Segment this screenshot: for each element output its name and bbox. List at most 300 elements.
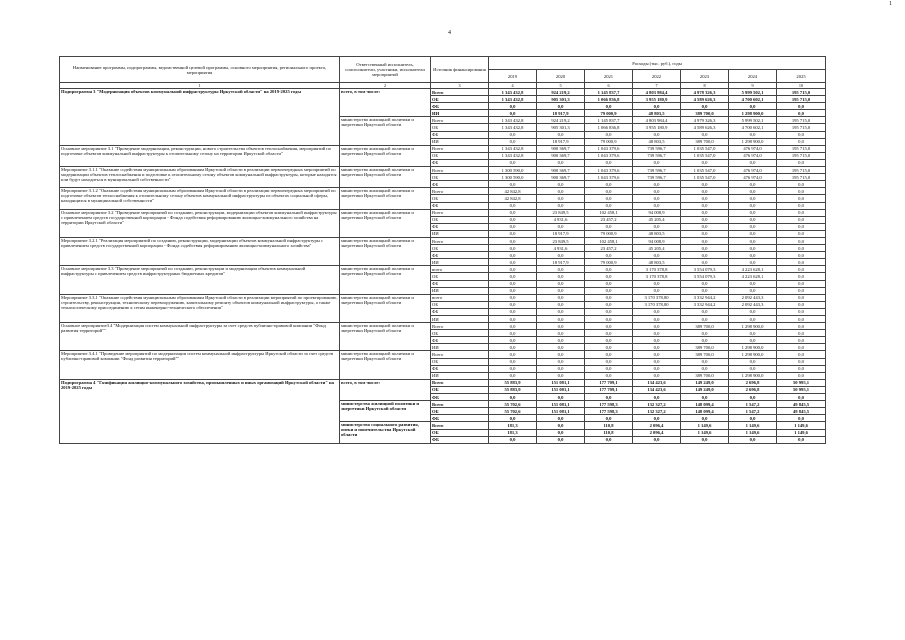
- expense-value: 0,0: [633, 280, 681, 287]
- expense-value: 0,0: [537, 330, 585, 337]
- header-year: 2022: [633, 70, 681, 83]
- expense-value: 0,0: [729, 316, 777, 323]
- expense-value: 0,0: [489, 436, 537, 443]
- expense-value: 0,0: [489, 344, 537, 351]
- expense-value: 177 709,1: [585, 379, 633, 386]
- expense-value: 18 917,9: [537, 110, 585, 117]
- expense-value: 924 219,2: [537, 89, 585, 96]
- expense-value: 0,0: [585, 316, 633, 323]
- column-number: 1: [60, 83, 340, 89]
- expenses-table: [59, 56, 826, 444]
- expense-value: 55 883,9: [489, 386, 537, 393]
- expense-value: 0,0: [729, 358, 777, 365]
- expense-value: 1 343 432,8: [489, 96, 537, 103]
- expense-value: 0,0: [633, 287, 681, 294]
- expense-value: 1 035 547,0: [681, 145, 729, 152]
- expense-value: 0,0: [537, 337, 585, 344]
- funding-source: ФБ: [431, 181, 489, 188]
- expense-value: 1 343 432,8: [489, 152, 537, 159]
- program-name: Мероприятие 3.3.1 "Оказание содействия муниципальным образованиям Иркутской области в реализации мероприятий по проектированию, строительству, реконструкции, техническому перевооружению, капитальному ремонту объектов коммунальной инфраструктуры, а также технологическому присоединению к сетям инженерно-технического обеспечения": [60, 294, 340, 322]
- expense-value: 0,0: [489, 131, 537, 138]
- funding-source: ФБ: [431, 223, 489, 230]
- funding-source: Всего: [431, 209, 489, 216]
- expense-value: 0,0: [681, 223, 729, 230]
- expense-value: 49 845,5: [777, 408, 826, 415]
- funding-source: ФБ: [431, 252, 489, 259]
- expense-value: 1 149,6: [777, 429, 826, 436]
- expense-value: 905 301,3: [537, 124, 585, 131]
- expense-value: 0,0: [729, 252, 777, 259]
- executor: министерство жилищной политики и энергетики Иркутской области: [340, 117, 431, 145]
- expense-value: 0,0: [729, 394, 777, 401]
- funding-source: ОБ: [431, 273, 489, 280]
- expense-value: 0,0: [777, 358, 826, 365]
- expense-value: 0,0: [681, 259, 729, 266]
- expense-value: 476 974,0: [729, 167, 777, 174]
- expense-value: 0,0: [537, 223, 585, 230]
- expense-value: 0,0: [681, 394, 729, 401]
- expense-value: 0,0: [489, 273, 537, 280]
- expense-value: 1 300 590,0: [489, 174, 537, 181]
- expense-value: 0,0: [777, 436, 826, 443]
- expense-value: 739 596,7: [633, 174, 681, 181]
- expense-value: 5 999 502,1: [729, 89, 777, 96]
- expense-value: 1 547,2: [729, 401, 777, 408]
- table-row: [60, 294, 826, 301]
- column-number: 2: [340, 83, 431, 89]
- executor: министерство жилищной политики и энергетики Иркутской области: [340, 294, 431, 322]
- funding-source: ФБ: [431, 365, 489, 372]
- expense-value: 181,3: [489, 429, 537, 436]
- expense-value: 0,0: [681, 131, 729, 138]
- expense-value: 0,0: [585, 287, 633, 294]
- funding-source: всего: [431, 294, 489, 301]
- expense-value: 0,0: [537, 351, 585, 358]
- expense-value: 0,0: [537, 422, 585, 429]
- expense-value: 0,0: [489, 365, 537, 372]
- executor: министерство жилищной политики и энергетики Иркутской области: [340, 237, 431, 265]
- expense-value: 0,0: [537, 301, 585, 308]
- expense-value: 0,0: [489, 202, 537, 209]
- funding-source: Всего: [431, 379, 489, 386]
- expense-value: 149 249,0: [681, 386, 729, 393]
- expense-value: 0,0: [681, 245, 729, 252]
- expense-value: 0,0: [489, 259, 537, 266]
- expense-value: 0,0: [537, 372, 585, 379]
- expense-value: 48 803,5: [633, 138, 681, 145]
- funding-source: ОБ: [431, 358, 489, 365]
- expense-value: 3 332 944,2: [681, 294, 729, 301]
- expense-value: 0,0: [489, 110, 537, 117]
- expense-value: 0,0: [777, 287, 826, 294]
- expense-value: 0,0: [729, 159, 777, 166]
- table-row: [60, 209, 826, 216]
- expense-value: 0,0: [729, 209, 777, 216]
- funding-source: всего: [431, 266, 489, 273]
- expense-value: 55 883,9: [489, 379, 537, 386]
- expense-value: 0,0: [537, 436, 585, 443]
- expense-value: 0,0: [777, 266, 826, 273]
- expense-value: 0,0: [777, 259, 826, 266]
- expense-value: 0,0: [537, 294, 585, 301]
- executor: министерство жилищной политики и энергетики Иркутской области: [340, 323, 431, 351]
- expense-value: 0,0: [729, 337, 777, 344]
- expense-value: 0,0: [777, 280, 826, 287]
- column-number: 9: [729, 83, 777, 89]
- expense-value: 905 301,3: [537, 96, 585, 103]
- expense-value: 0,0: [489, 138, 537, 145]
- expense-value: 0,0: [489, 287, 537, 294]
- expense-value: 0,0: [537, 415, 585, 422]
- expense-value: 0,0: [777, 202, 826, 209]
- expense-value: 739 596,7: [633, 152, 681, 159]
- funding-source: ИИ: [431, 230, 489, 237]
- expense-value: 4 803 984,4: [633, 117, 681, 124]
- expense-value: 49 845,5: [777, 401, 826, 408]
- expense-value: 0,0: [777, 209, 826, 216]
- expense-value: 1 145 837,7: [585, 89, 633, 96]
- expense-value: 900 369,7: [537, 167, 585, 174]
- expense-value: 23 457,2: [585, 245, 633, 252]
- expense-value: 3 554 079,3: [681, 273, 729, 280]
- expense-value: 4 803 984,4: [633, 89, 681, 96]
- expense-value: 0,0: [777, 330, 826, 337]
- expense-value: 0,0: [681, 330, 729, 337]
- expense-value: 0,0: [681, 415, 729, 422]
- expense-value: 2 096,4: [633, 422, 681, 429]
- expense-value: 0,0: [681, 216, 729, 223]
- expense-value: 739 596,7: [633, 167, 681, 174]
- expense-value: 0,0: [681, 358, 729, 365]
- expense-value: 0,0: [537, 188, 585, 195]
- expense-value: 0,0: [633, 436, 681, 443]
- page-number: 4: [448, 30, 451, 36]
- expense-value: 0,0: [777, 237, 826, 244]
- expense-value: 0,0: [585, 365, 633, 372]
- funding-source: ФБ: [431, 394, 489, 401]
- funding-source: ФБ: [431, 103, 489, 110]
- expense-value: 0,0: [633, 308, 681, 315]
- expense-value: 195 715,0: [777, 96, 826, 103]
- funding-source: ФБ: [431, 131, 489, 138]
- expense-value: 0,0: [585, 372, 633, 379]
- expense-value: 23 849,5: [537, 237, 585, 244]
- expense-value: 1 035 547,0: [681, 152, 729, 159]
- expense-value: 0,0: [537, 131, 585, 138]
- funding-source: Всего: [431, 237, 489, 244]
- expense-value: 0,0: [633, 188, 681, 195]
- expense-value: 0,0: [585, 223, 633, 230]
- funding-source: ФБ: [431, 415, 489, 422]
- expense-value: 0,0: [777, 159, 826, 166]
- expense-value: 0,0: [777, 223, 826, 230]
- header-year: 2020: [537, 70, 585, 83]
- expense-value: 4 979 326,3: [681, 117, 729, 124]
- program-name: Основное мероприятие3.4 "Модернизация систем коммунальной инфраструктуры за счет средств публично-правовой компании "Фонд развития территорий"": [60, 323, 340, 351]
- expense-value: 0,0: [729, 436, 777, 443]
- expense-value: 0,0: [777, 131, 826, 138]
- expense-value: 389 700,0: [681, 138, 729, 145]
- expense-value: 0,0: [585, 273, 633, 280]
- expense-value: 0,0: [777, 103, 826, 110]
- corner-mark: 1: [889, 1, 892, 7]
- header-executor: Ответственный исполнитель, соисполнители, участники, исполнители мероприятий: [340, 57, 431, 83]
- program-name: Мероприятие 3.1.1 "Оказание содействия муниципальным образованиям Иркутской области в реализации первоочередных мероприятий по модернизации объектов теплоснабжения и подготовке к отопительному сезону объектов коммунальной инфраструктуры, которые находятся или будут находиться в муниципальной собственности": [60, 167, 340, 188]
- funding-source: ИИ: [431, 344, 489, 351]
- expense-value: 0,0: [585, 159, 633, 166]
- executor: министерство социального развития, опеки и попечительства Иркутской области: [340, 422, 431, 443]
- expense-value: 0,0: [537, 266, 585, 273]
- expense-value: 0,0: [537, 429, 585, 436]
- funding-source: ИИ: [431, 138, 489, 145]
- expense-value: 0,0: [489, 394, 537, 401]
- expense-value: 0,0: [489, 330, 537, 337]
- expense-value: 151 081,1: [537, 379, 585, 386]
- expense-value: 0,0: [681, 308, 729, 315]
- expense-value: 151 081,1: [537, 408, 585, 415]
- expense-value: 102 458,1: [585, 209, 633, 216]
- expense-value: 0,0: [537, 287, 585, 294]
- expense-value: 1 298 900,0: [729, 351, 777, 358]
- expense-value: 0,0: [537, 273, 585, 280]
- expense-value: 0,0: [585, 330, 633, 337]
- column-number: 8: [681, 83, 729, 89]
- executor: министерство жилищной политики и энергетики Иркутской области: [340, 401, 431, 422]
- expense-value: 102 458,1: [585, 237, 633, 244]
- expense-value: 2 092 443,3: [729, 301, 777, 308]
- executor: министерство жилищной политики и энергетики Иркутской области: [340, 145, 431, 166]
- expense-value: 0,0: [633, 159, 681, 166]
- expense-value: 0,0: [585, 323, 633, 330]
- expense-value: 0,0: [585, 436, 633, 443]
- expense-value: 0,0: [585, 344, 633, 351]
- expense-value: 0,0: [585, 103, 633, 110]
- expense-value: 1 145 837,7: [585, 117, 633, 124]
- expense-value: 0,0: [537, 252, 585, 259]
- expense-value: 0,0: [681, 181, 729, 188]
- program-name: Подпрограмма 4 "Газификация жилищно-коммунального хозяйства, промышленных и иных организаций Иркутской области" на 2019-2025 годы: [60, 379, 340, 443]
- expense-value: 1 149,6: [729, 422, 777, 429]
- expense-value: 4 589 626,3: [681, 124, 729, 131]
- expense-value: 79 000,9: [585, 259, 633, 266]
- expense-value: 0,0: [729, 245, 777, 252]
- funding-source: ИИ: [431, 110, 489, 117]
- expense-value: 0,0: [777, 415, 826, 422]
- expense-value: 0,0: [633, 358, 681, 365]
- funding-source: Всего: [431, 188, 489, 195]
- expense-value: 0,0: [729, 237, 777, 244]
- expense-value: 0,0: [729, 259, 777, 266]
- expense-value: 0,0: [489, 294, 537, 301]
- expense-value: 55 702,6: [489, 401, 537, 408]
- expense-value: 50 995,1: [777, 379, 826, 386]
- expense-value: 45 205,4: [633, 216, 681, 223]
- expense-value: 195 715,0: [777, 89, 826, 96]
- header-name: Наименование программы, подпрограммы, ведомственной целевой программы, основного мероприятия, регионального проекта, мероприятия: [60, 57, 340, 83]
- expense-value: 0,0: [585, 394, 633, 401]
- expense-value: 0,0: [489, 209, 537, 216]
- expense-value: 389 700,0: [681, 323, 729, 330]
- program-name: Мероприятие 3.1.2 "Оказание содействия муниципальным образованиям Иркутской области в реализации первоочередных мероприятий по подготовке объектов теплоснабжения к отопительному сезону объектов коммунальной инфраструктуры из объектах социальной сферы, находящихся в муниципальной собственности": [60, 188, 340, 209]
- expense-value: 3 170 378,8: [633, 266, 681, 273]
- expense-value: 1 043 379,6: [585, 174, 633, 181]
- expense-value: 0,0: [729, 365, 777, 372]
- expense-value: 1 035 547,0: [681, 174, 729, 181]
- expense-value: 0,0: [585, 337, 633, 344]
- expense-value: 3 170 378,8: [633, 273, 681, 280]
- expense-value: 0,0: [633, 131, 681, 138]
- expense-value: 0,0: [777, 365, 826, 372]
- expense-value: 0,0: [489, 323, 537, 330]
- expense-value: 0,0: [777, 301, 826, 308]
- expense-value: 2 696,8: [729, 379, 777, 386]
- expense-value: 148 099,4: [681, 408, 729, 415]
- expense-value: 1 343 432,8: [489, 145, 537, 152]
- executor: всего, в том числе:: [340, 379, 431, 400]
- expense-value: 0,0: [585, 308, 633, 315]
- expense-value: 389 700,0: [681, 351, 729, 358]
- expense-value: 0,0: [729, 415, 777, 422]
- funding-source: Всего: [431, 323, 489, 330]
- funding-source: ОБ: [431, 174, 489, 181]
- expense-value: 151 081,1: [537, 401, 585, 408]
- expense-value: 0,0: [777, 245, 826, 252]
- expense-value: 0,0: [585, 188, 633, 195]
- expense-value: 132 327,2: [633, 401, 681, 408]
- expense-value: 0,0: [729, 287, 777, 294]
- expense-value: 4 589 626,3: [681, 96, 729, 103]
- funding-source: ОБ: [431, 408, 489, 415]
- expense-value: 1 149,6: [777, 422, 826, 429]
- funding-source: ФБ: [431, 308, 489, 315]
- expense-value: 0,0: [633, 415, 681, 422]
- expense-value: 2 096,4: [633, 429, 681, 436]
- expense-value: 0,0: [489, 103, 537, 110]
- expense-value: 1 035 547,0: [681, 167, 729, 174]
- expense-value: 0,0: [585, 280, 633, 287]
- expense-value: 0,0: [537, 181, 585, 188]
- funding-source: ОБ: [431, 330, 489, 337]
- expense-value: 195 715,0: [777, 145, 826, 152]
- expense-value: 476 974,0: [729, 174, 777, 181]
- expense-value: 79 000,9: [585, 230, 633, 237]
- expense-value: 4 931,6: [537, 245, 585, 252]
- expense-value: 0,0: [537, 316, 585, 323]
- expense-value: 1 298 900,0: [729, 110, 777, 117]
- expense-value: 0,0: [681, 337, 729, 344]
- expense-value: 177 598,3: [585, 408, 633, 415]
- expense-value: 79 000,9: [585, 138, 633, 145]
- expense-value: 0,0: [633, 323, 681, 330]
- expense-value: 0,0: [633, 103, 681, 110]
- expense-value: 0,0: [633, 344, 681, 351]
- expense-value: 1 343 432,8: [489, 89, 537, 96]
- column-number: 7: [633, 83, 681, 89]
- expense-value: 0,0: [489, 245, 537, 252]
- expense-value: 3 170 378,80: [633, 301, 681, 308]
- expense-value: 0,0: [489, 358, 537, 365]
- expense-value: 476 974,0: [729, 152, 777, 159]
- expense-value: 0,0: [585, 301, 633, 308]
- expense-value: 94 008,9: [633, 209, 681, 216]
- expense-value: 0,0: [777, 181, 826, 188]
- expense-value: 0,0: [537, 323, 585, 330]
- expense-value: 0,0: [729, 230, 777, 237]
- expense-value: 18 917,9: [537, 230, 585, 237]
- expense-value: 151 081,1: [537, 386, 585, 393]
- column-number: 10: [777, 83, 826, 89]
- funding-source: Всего: [431, 117, 489, 124]
- funding-source: Всего: [431, 167, 489, 174]
- expense-value: 79 000,9: [585, 110, 633, 117]
- expense-value: 0,0: [681, 287, 729, 294]
- expense-value: 0,0: [489, 266, 537, 273]
- expense-value: 1 149,6: [681, 429, 729, 436]
- expense-value: 0,0: [633, 202, 681, 209]
- expense-value: 0,0: [585, 294, 633, 301]
- expense-value: 1 298 900,0: [729, 344, 777, 351]
- expense-value: 0,0: [489, 337, 537, 344]
- expense-value: 0,0: [537, 103, 585, 110]
- expense-value: 3 955 180,9: [633, 124, 681, 131]
- program-name: Основное мероприятие 3.1 "Проведение модернизации, реконструкции, нового строительства объектов теплоснабжения, мероприятий по подготовке объектов коммунальной инфраструктуры к отопительному сезону на территории Иркутской области": [60, 145, 340, 166]
- funding-source: Всего: [431, 422, 489, 429]
- expense-value: 1 298 900,0: [729, 138, 777, 145]
- expense-value: 195 715,0: [777, 117, 826, 124]
- expense-value: 0,0: [585, 195, 633, 202]
- expense-value: 0,0: [489, 181, 537, 188]
- expense-value: 134 423,6: [633, 379, 681, 386]
- expense-value: 0,0: [633, 351, 681, 358]
- funding-source: ИИ: [431, 372, 489, 379]
- expense-value: 3 955 180,9: [633, 96, 681, 103]
- expense-value: 110,8: [585, 422, 633, 429]
- expense-value: 0,0: [777, 216, 826, 223]
- expense-value: 4 700 602,1: [729, 96, 777, 103]
- program-name: Основное мероприятие 3.3 "Проведение мероприятий по созданию, реконструкции и модернизации объектов коммунальной инфраструктуры с привлечением средств инфраструктурных бюджетных кредитов": [60, 266, 340, 294]
- executor: министерство жилищной политики и энергетики Иркутской области: [340, 209, 431, 237]
- expense-value: 0,0: [729, 280, 777, 287]
- expense-value: 0,0: [681, 188, 729, 195]
- expense-value: 0,0: [681, 202, 729, 209]
- expense-value: 389 700,0: [681, 344, 729, 351]
- expense-value: 900 369,7: [537, 145, 585, 152]
- column-number: 3: [431, 83, 489, 89]
- expense-value: 0,0: [777, 351, 826, 358]
- table-row: [60, 89, 826, 96]
- header-source: Источник финансирования: [431, 57, 489, 83]
- expense-value: 924 219,2: [537, 117, 585, 124]
- expense-value: 0,0: [729, 131, 777, 138]
- expense-value: 0,0: [777, 344, 826, 351]
- expense-value: 0,0: [489, 223, 537, 230]
- expense-value: 177 598,3: [585, 401, 633, 408]
- expense-value: 0,0: [729, 188, 777, 195]
- expense-value: 0,0: [777, 110, 826, 117]
- expense-value: 0,0: [537, 344, 585, 351]
- executor: министерство жилищной политики и энергетики Иркутской области: [340, 266, 431, 294]
- expense-value: 195 715,0: [777, 124, 826, 131]
- expense-value: 1 043 379,6: [585, 145, 633, 152]
- expense-value: 0,0: [729, 223, 777, 230]
- expense-value: 0,0: [537, 195, 585, 202]
- funding-source: Всего: [431, 401, 489, 408]
- expense-value: 0,0: [729, 308, 777, 315]
- expense-value: 0,0: [777, 188, 826, 195]
- expense-value: 389 700,0: [681, 372, 729, 379]
- funding-source: ОБ: [431, 429, 489, 436]
- expense-value: 0,0: [777, 308, 826, 315]
